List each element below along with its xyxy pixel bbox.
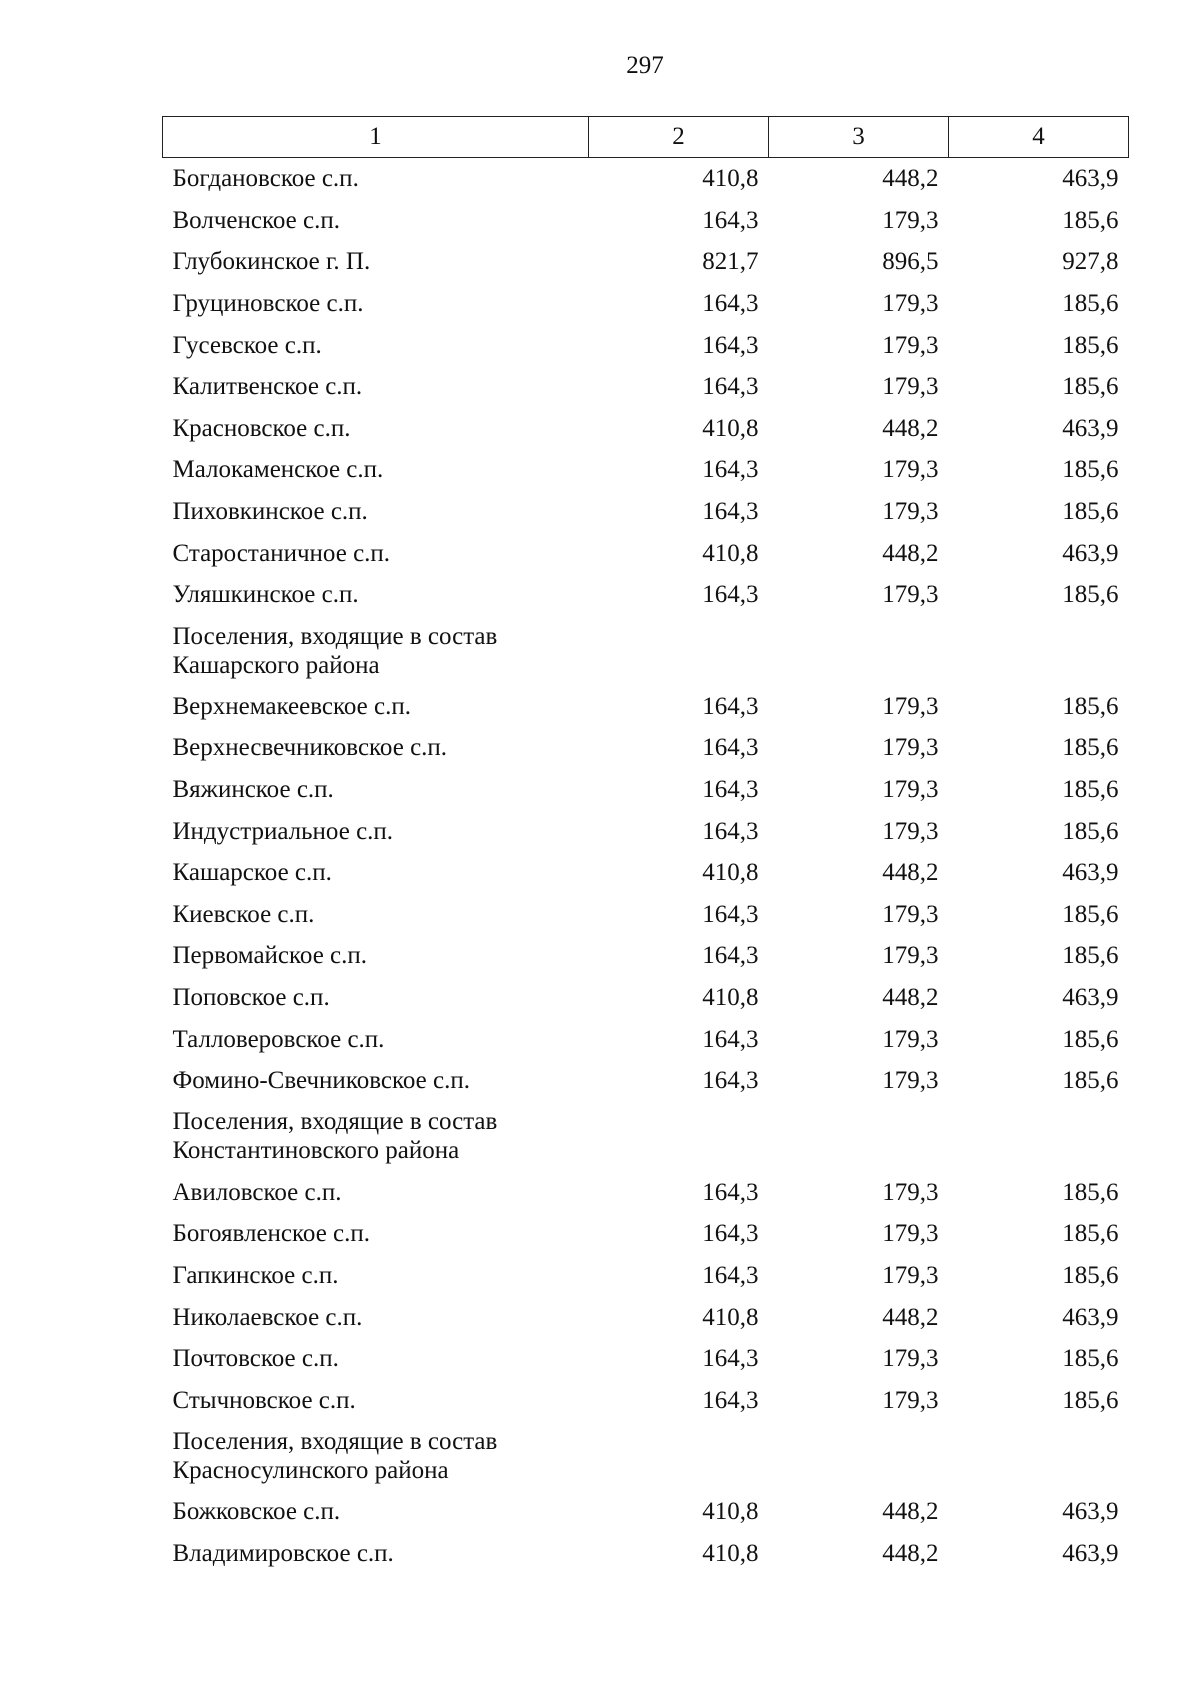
value-col-4: 463,9	[1062, 983, 1119, 1011]
settlement-name: Верхнесвечниковское с.п.	[172, 734, 448, 762]
value-col-4: 185,6	[1062, 331, 1119, 359]
value-col-2: 410,8	[702, 983, 759, 1011]
value-col-2: 164,3	[702, 1025, 759, 1053]
group-heading-row	[163, 1421, 1129, 1491]
settlement-name: Индустриальное с.п.	[172, 817, 394, 845]
group-heading	[163, 616, 1129, 686]
value-col-4: 185,6	[1062, 1025, 1119, 1053]
settlement-name: Верхнемакеевское с.п.	[172, 692, 411, 720]
table-row	[163, 449, 1129, 491]
value-col-2: 410,8	[702, 539, 759, 567]
table-row	[163, 324, 1129, 366]
table-row	[163, 1255, 1129, 1297]
value-col-2: 164,3	[702, 498, 759, 526]
table-row	[163, 727, 1129, 769]
value-col-4: 185,6	[1062, 900, 1119, 928]
settlement-name: Красновское с.п.	[172, 414, 351, 442]
table-row	[163, 1296, 1129, 1338]
value-col-2: 410,8	[702, 414, 759, 442]
value-col-3: 448,2	[882, 859, 939, 887]
table-row	[163, 283, 1129, 325]
group-heading-row	[163, 616, 1129, 686]
value-col-3: 179,3	[882, 373, 939, 401]
settlement-name: Кашарское с.п.	[172, 859, 332, 887]
value-col-2: 164,3	[702, 1386, 759, 1414]
value-col-2: 164,3	[702, 581, 759, 609]
value-col-4: 185,6	[1062, 581, 1119, 609]
settlement-name: Уляшкинское с.п.	[172, 581, 359, 609]
value-col-3: 179,3	[882, 900, 939, 928]
value-col-2: 164,3	[702, 1178, 759, 1206]
value-col-3: 179,3	[882, 1220, 939, 1248]
column-header-4: 4	[949, 117, 1129, 158]
value-col-3: 179,3	[882, 942, 939, 970]
value-col-2: 164,3	[702, 734, 759, 762]
group-heading-line-1: Поселения, входящие в состав	[172, 1428, 498, 1456]
value-col-4: 185,6	[1062, 1067, 1119, 1095]
value-col-4: 185,6	[1062, 1261, 1119, 1289]
table-row	[163, 532, 1129, 574]
value-col-3: 179,3	[882, 290, 939, 318]
value-col-3: 179,3	[882, 1261, 939, 1289]
group-heading-line-2: Красносулинского района	[172, 1457, 449, 1485]
table-row	[163, 1171, 1129, 1213]
value-col-4: 463,9	[1062, 1303, 1119, 1331]
group-heading-line-2: Кашарского района	[172, 651, 380, 679]
value-col-4: 185,6	[1062, 373, 1119, 401]
value-col-2: 410,8	[702, 1498, 759, 1526]
value-col-3: 179,3	[882, 498, 939, 526]
group-heading-line-2: Константиновского района	[172, 1137, 460, 1165]
table-row	[163, 366, 1129, 408]
settlement-name: Волченское с.п.	[172, 206, 340, 234]
group-heading-line-1: Поселения, входящие в состав	[172, 622, 498, 650]
group-heading-line-1: Поселения, входящие в состав	[172, 1108, 498, 1136]
value-col-2: 410,8	[702, 1303, 759, 1331]
value-col-2: 164,3	[702, 373, 759, 401]
settlement-name: Гапкинское с.п.	[172, 1261, 339, 1289]
table-row	[163, 574, 1129, 616]
value-col-3: 179,3	[882, 817, 939, 845]
table-row	[163, 1491, 1129, 1533]
value-col-2: 164,3	[702, 776, 759, 804]
table-row	[163, 1379, 1129, 1421]
settlement-name: Стычновское с.п.	[172, 1386, 356, 1414]
table-row	[163, 1338, 1129, 1380]
table-body	[163, 158, 1129, 1575]
value-col-4: 185,6	[1062, 1220, 1119, 1248]
value-col-2: 164,3	[702, 1067, 759, 1095]
settlement-name: Гусевское с.п.	[172, 331, 322, 359]
settlement-name: Владимировское с.п.	[172, 1539, 394, 1567]
value-col-2: 164,3	[702, 900, 759, 928]
value-col-2: 164,3	[702, 817, 759, 845]
value-col-2: 164,3	[702, 942, 759, 970]
settlement-name: Почтовское с.п.	[172, 1345, 339, 1373]
value-col-4: 185,6	[1062, 942, 1119, 970]
value-col-4: 185,6	[1062, 1345, 1119, 1373]
column-header-1: 1	[163, 117, 589, 158]
value-col-3: 448,2	[882, 1539, 939, 1567]
table-row	[163, 1060, 1129, 1102]
table-row	[163, 852, 1129, 894]
value-col-4: 185,6	[1062, 1178, 1119, 1206]
table-row	[163, 241, 1129, 283]
settlement-name: Первомайское с.п.	[172, 942, 368, 970]
value-col-3: 179,3	[882, 692, 939, 720]
value-col-3: 179,3	[882, 206, 939, 234]
table-row	[163, 769, 1129, 811]
value-col-4: 463,9	[1062, 414, 1119, 442]
value-col-3: 179,3	[882, 776, 939, 804]
settlement-name: Пиховкинское с.п.	[172, 498, 368, 526]
value-col-4: 463,9	[1062, 859, 1119, 887]
header-row	[163, 117, 1129, 158]
value-col-4: 185,6	[1062, 1386, 1119, 1414]
value-col-4: 185,6	[1062, 456, 1119, 484]
settlement-name: Авиловское с.п.	[172, 1178, 342, 1206]
settlement-name: Вяжинское с.п.	[172, 776, 334, 804]
table-row	[163, 894, 1129, 936]
value-col-3: 448,2	[882, 165, 939, 193]
value-col-2: 164,3	[702, 1261, 759, 1289]
data-table	[162, 116, 1129, 1574]
value-col-2: 164,3	[702, 206, 759, 234]
settlement-name: Киевское с.п.	[172, 900, 315, 928]
value-col-4: 463,9	[1062, 1539, 1119, 1567]
settlement-name: Божковское с.п.	[172, 1498, 341, 1526]
value-col-3: 179,3	[882, 1345, 939, 1373]
value-col-2: 164,3	[702, 290, 759, 318]
value-col-3: 179,3	[882, 1025, 939, 1053]
group-heading-row	[163, 1101, 1129, 1171]
column-header-2: 2	[589, 117, 769, 158]
value-col-4: 927,8	[1062, 248, 1119, 276]
value-col-2: 164,3	[702, 331, 759, 359]
table-row	[163, 810, 1129, 852]
value-col-3: 448,2	[882, 414, 939, 442]
value-col-4: 185,6	[1062, 734, 1119, 762]
settlement-name: Талловеровское с.п.	[172, 1025, 385, 1053]
table-row	[163, 935, 1129, 977]
value-col-3: 448,2	[882, 539, 939, 567]
value-col-2: 410,8	[702, 165, 759, 193]
value-col-4: 185,6	[1062, 776, 1119, 804]
value-col-3: 179,3	[882, 581, 939, 609]
value-col-3: 179,3	[882, 1067, 939, 1095]
value-col-2: 410,8	[702, 859, 759, 887]
settlement-name: Малокаменское с.п.	[172, 456, 384, 484]
value-col-3: 179,3	[882, 331, 939, 359]
value-col-3: 179,3	[882, 734, 939, 762]
value-col-4: 463,9	[1062, 165, 1119, 193]
settlement-name: Старостаничное с.п.	[172, 539, 391, 567]
value-col-4: 463,9	[1062, 1498, 1119, 1526]
settlement-name: Калитвенское с.п.	[172, 373, 363, 401]
value-col-4: 185,6	[1062, 206, 1119, 234]
table-row	[163, 408, 1129, 450]
value-col-4: 185,6	[1062, 817, 1119, 845]
settlement-name: Фомино-Свечниковское с.п.	[172, 1067, 470, 1095]
group-heading	[163, 1101, 1129, 1171]
table-row	[163, 1533, 1129, 1575]
table-row	[163, 491, 1129, 533]
value-col-2: 164,3	[702, 1345, 759, 1373]
value-col-4: 185,6	[1062, 290, 1119, 318]
value-col-2: 410,8	[702, 1539, 759, 1567]
table-row	[163, 200, 1129, 242]
table-row	[163, 1213, 1129, 1255]
table-header	[163, 117, 1129, 158]
value-col-2: 164,3	[702, 692, 759, 720]
value-col-2: 821,7	[702, 248, 759, 276]
table-row	[163, 158, 1129, 200]
value-col-3: 179,3	[882, 456, 939, 484]
value-col-3: 179,3	[882, 1386, 939, 1414]
value-col-4: 463,9	[1062, 539, 1119, 567]
group-heading	[163, 1421, 1129, 1491]
value-col-3: 448,2	[882, 1303, 939, 1331]
value-col-4: 185,6	[1062, 498, 1119, 526]
settlement-name: Груциновское с.п.	[172, 290, 364, 318]
table-row	[163, 1018, 1129, 1060]
value-col-3: 896,5	[882, 248, 939, 276]
value-col-2: 164,3	[702, 1220, 759, 1248]
value-col-4: 185,6	[1062, 692, 1119, 720]
column-header-3: 3	[769, 117, 949, 158]
settlement-name: Поповское с.п.	[172, 983, 330, 1011]
table-row	[163, 977, 1129, 1019]
table-row	[163, 686, 1129, 728]
value-col-3: 448,2	[882, 983, 939, 1011]
settlement-name: Глубокинское г. П.	[172, 248, 371, 276]
settlement-name: Богоявленское с.п.	[172, 1220, 371, 1248]
settlement-name: Богдановское с.п.	[172, 165, 359, 193]
settlement-name: Николаевское с.п.	[172, 1303, 363, 1331]
page-number: 297	[626, 52, 664, 79]
value-col-3: 179,3	[882, 1178, 939, 1206]
value-col-2: 164,3	[702, 456, 759, 484]
value-col-3: 448,2	[882, 1498, 939, 1526]
